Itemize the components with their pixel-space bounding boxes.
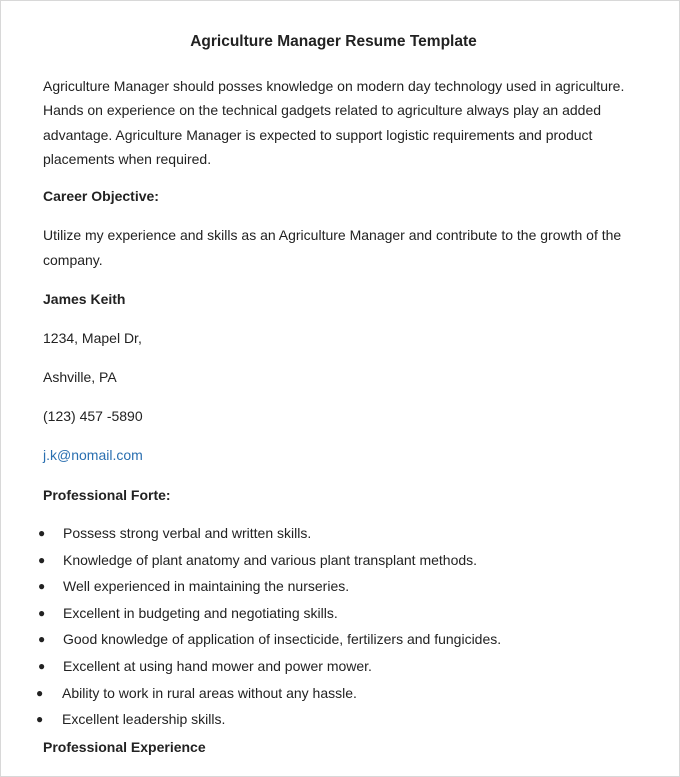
bullet-icon: ●	[36, 712, 44, 727]
bullet-icon: ●	[38, 632, 46, 647]
list-item-text: Excellent in budgeting and negotiating skills.	[63, 604, 338, 621]
address-line-2: Ashville, PA	[43, 369, 117, 385]
career-objective-text: Utilize my experience and skills as an Agriculture Manager and contribute to the growth of the company.	[43, 227, 622, 268]
list-item	[1, 656, 641, 683]
professional-experience-heading: Professional Experience	[43, 739, 206, 755]
list-item	[1, 709, 641, 736]
list-item-text: Well experienced in maintaining the nurseries.	[63, 578, 350, 595]
list-item-text: Good knowledge of application of insecticide, fertilizers and fungicides.	[63, 631, 502, 648]
list-item	[1, 629, 641, 656]
list-item	[1, 523, 641, 550]
page-title: Agriculture Manager Resume Template	[190, 33, 477, 50]
bullet-icon: ●	[38, 526, 46, 540]
career-objective-heading: Career Objective:	[43, 188, 159, 204]
contact-name: James Keith	[43, 291, 126, 307]
bullet-icon: ●	[38, 579, 46, 594]
professional-forte-list	[1, 523, 641, 736]
bullet-icon: ●	[38, 605, 46, 620]
professional-forte-heading: Professional Forte:	[43, 487, 171, 503]
email-line	[43, 447, 143, 463]
bullet-icon: ●	[38, 552, 46, 567]
phone-number: (123) 457 -5890	[43, 408, 143, 424]
bullet-icon: ●	[38, 658, 46, 673]
list-item-text: Possess strong verbal and written skills.	[63, 525, 312, 541]
list-item-text: Knowledge of plant anatomy and various plant transplant methods.	[63, 551, 478, 568]
address-line-1: 1234, Mapel Dr,	[43, 330, 142, 346]
list-item-text: Excellent leadership skills.	[62, 711, 226, 728]
list-item	[1, 683, 641, 710]
list-item	[1, 550, 641, 577]
list-item	[1, 603, 641, 630]
intro-paragraph: Agriculture Manager should posses knowledge on modern day technology used in agriculture. Hands on experience on the technical gadgets related to agriculture always play an added advantage. Agriculture Manager is expected to support logistic requirements and product placements when required.	[43, 78, 625, 167]
list-item-text: Excellent at using hand mower and power mower.	[63, 657, 372, 674]
list-item	[1, 576, 641, 603]
list-item-text: Ability to work in rural areas without any hassle.	[62, 684, 357, 701]
email-link[interactable]: j.k@nomail.com	[43, 447, 143, 463]
bullet-icon: ●	[36, 685, 44, 700]
